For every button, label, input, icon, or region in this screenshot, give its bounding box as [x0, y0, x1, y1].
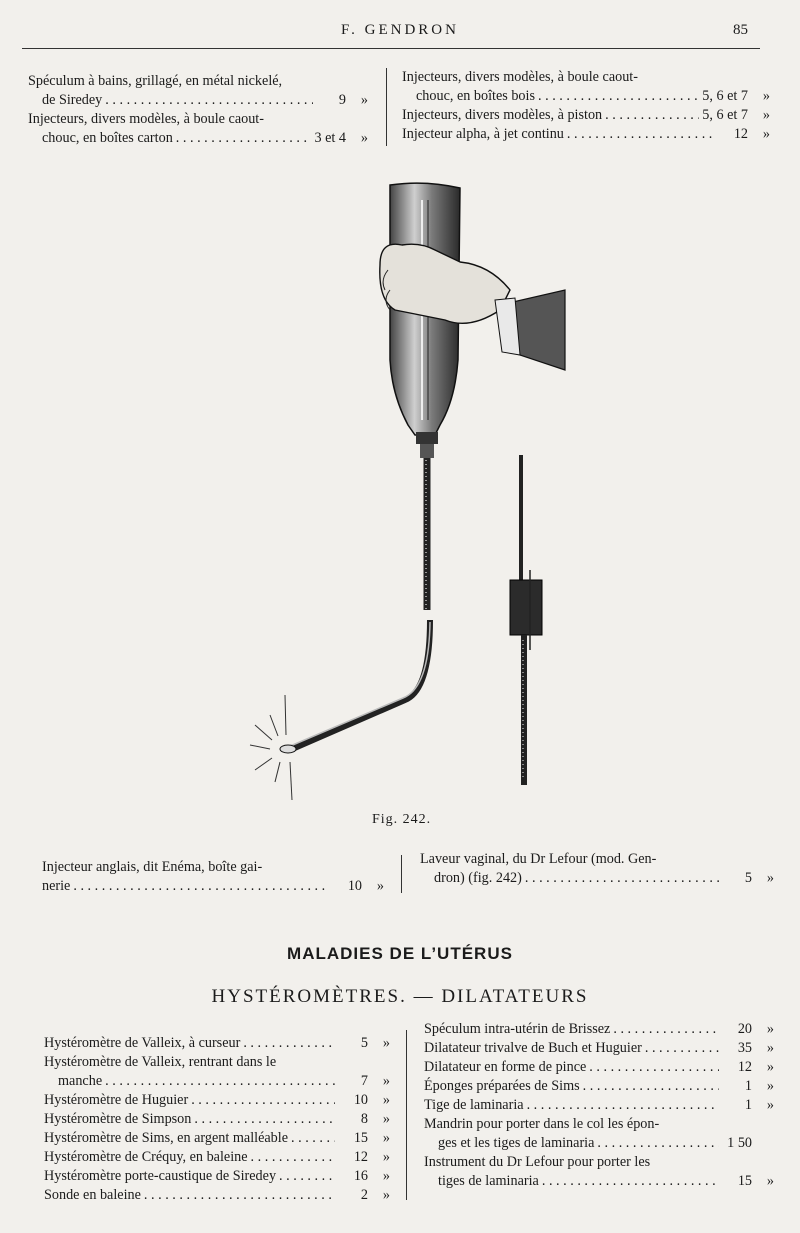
bottom-right-column	[424, 1020, 774, 1191]
section-subtitle: HYSTÉROMÈTRES. — DILATATEURS	[211, 986, 589, 1007]
vaginal-irrigator-illustration	[230, 170, 570, 810]
list-item: Spéculum à bains, grillagé, en métal nickelé, de Siredey . . . 9 »	[28, 72, 368, 110]
list-item: Hystéromètre de Valleix, rentrant dans le manche . . . 7 »	[44, 1053, 390, 1091]
list-item: Sonde en baleine . . . 2 »	[44, 1186, 390, 1205]
list-item: Hystéromètre de Simpson . . . 8 »	[44, 1110, 390, 1129]
canula-clamp-icon	[510, 455, 542, 785]
list-item: Injecteurs, divers modèles, à boule caout- chouc, en boîtes carton . . . 3 et 4 »	[28, 110, 368, 148]
mid-left-column	[42, 858, 384, 896]
list-item: Injecteur anglais, dit Enéma, boîte gai- nerie . . . 10 »	[42, 858, 384, 896]
list-item: Dilatateur en forme de pince . . . 12 »	[424, 1058, 774, 1077]
list-item: Hystéromètre de Sims, en argent malléable . . . 15 »	[44, 1129, 390, 1148]
running-title: F. GENDRON	[341, 22, 459, 38]
list-item: Laveur vaginal, du Dr Lefour (mod. Gen- dron) (fig. 242) . . . 5 »	[420, 850, 774, 888]
bottom-left-column	[44, 1034, 390, 1205]
list-item: Hystéromètre de Créquy, en baleine . . . 12 »	[44, 1148, 390, 1167]
list-item: Tige de laminaria . . . 1 »	[424, 1096, 774, 1115]
page-number: 85	[733, 22, 748, 38]
column-divider	[401, 855, 402, 893]
list-item: Injecteurs, divers modèles, à piston . . . 5, 6 et 7 »	[402, 106, 770, 125]
list-item: Injecteurs, divers modèles, à boule caout- chouc, en boîtes bois . . . 5, 6 et 7 »	[402, 68, 770, 106]
list-item: Hystéromètre porte-caustique de Siredey . . . 16 »	[44, 1167, 390, 1186]
list-item: Éponges préparées de Sims . . . 1 »	[424, 1077, 774, 1096]
page-header	[0, 22, 800, 46]
top-right-column	[402, 68, 770, 144]
list-item: Dilatateur trivalve de Buch et Huguier . . . 35 »	[424, 1039, 774, 1058]
list-item: Hystéromètre de Huguier . . . 10 »	[44, 1091, 390, 1110]
list-item: Mandrin pour porter dans le col les épon- ges et les tiges de laminaria . . . 1 50	[424, 1115, 774, 1153]
list-item: Instrument du Dr Lefour pour porter les tiges de laminaria . . . 15 »	[424, 1153, 774, 1191]
top-left-column	[28, 72, 368, 148]
list-item: Injecteur alpha, à jet continu . . . 12 »	[402, 125, 770, 144]
column-divider	[386, 68, 387, 146]
section-title: MALADIES DE L’UTÉRUS	[287, 944, 513, 963]
list-item: Hystéromètre de Valleix, à curseur . . . 5 »	[44, 1034, 390, 1053]
column-divider	[406, 1030, 407, 1200]
mid-right-column	[420, 850, 774, 888]
rubber-tube-icon	[250, 458, 430, 800]
figure-caption: Fig. 242.	[372, 812, 432, 827]
header-rule	[22, 48, 760, 49]
list-item: Spéculum intra-utérin de Brissez . . . 20 »	[424, 1020, 774, 1039]
